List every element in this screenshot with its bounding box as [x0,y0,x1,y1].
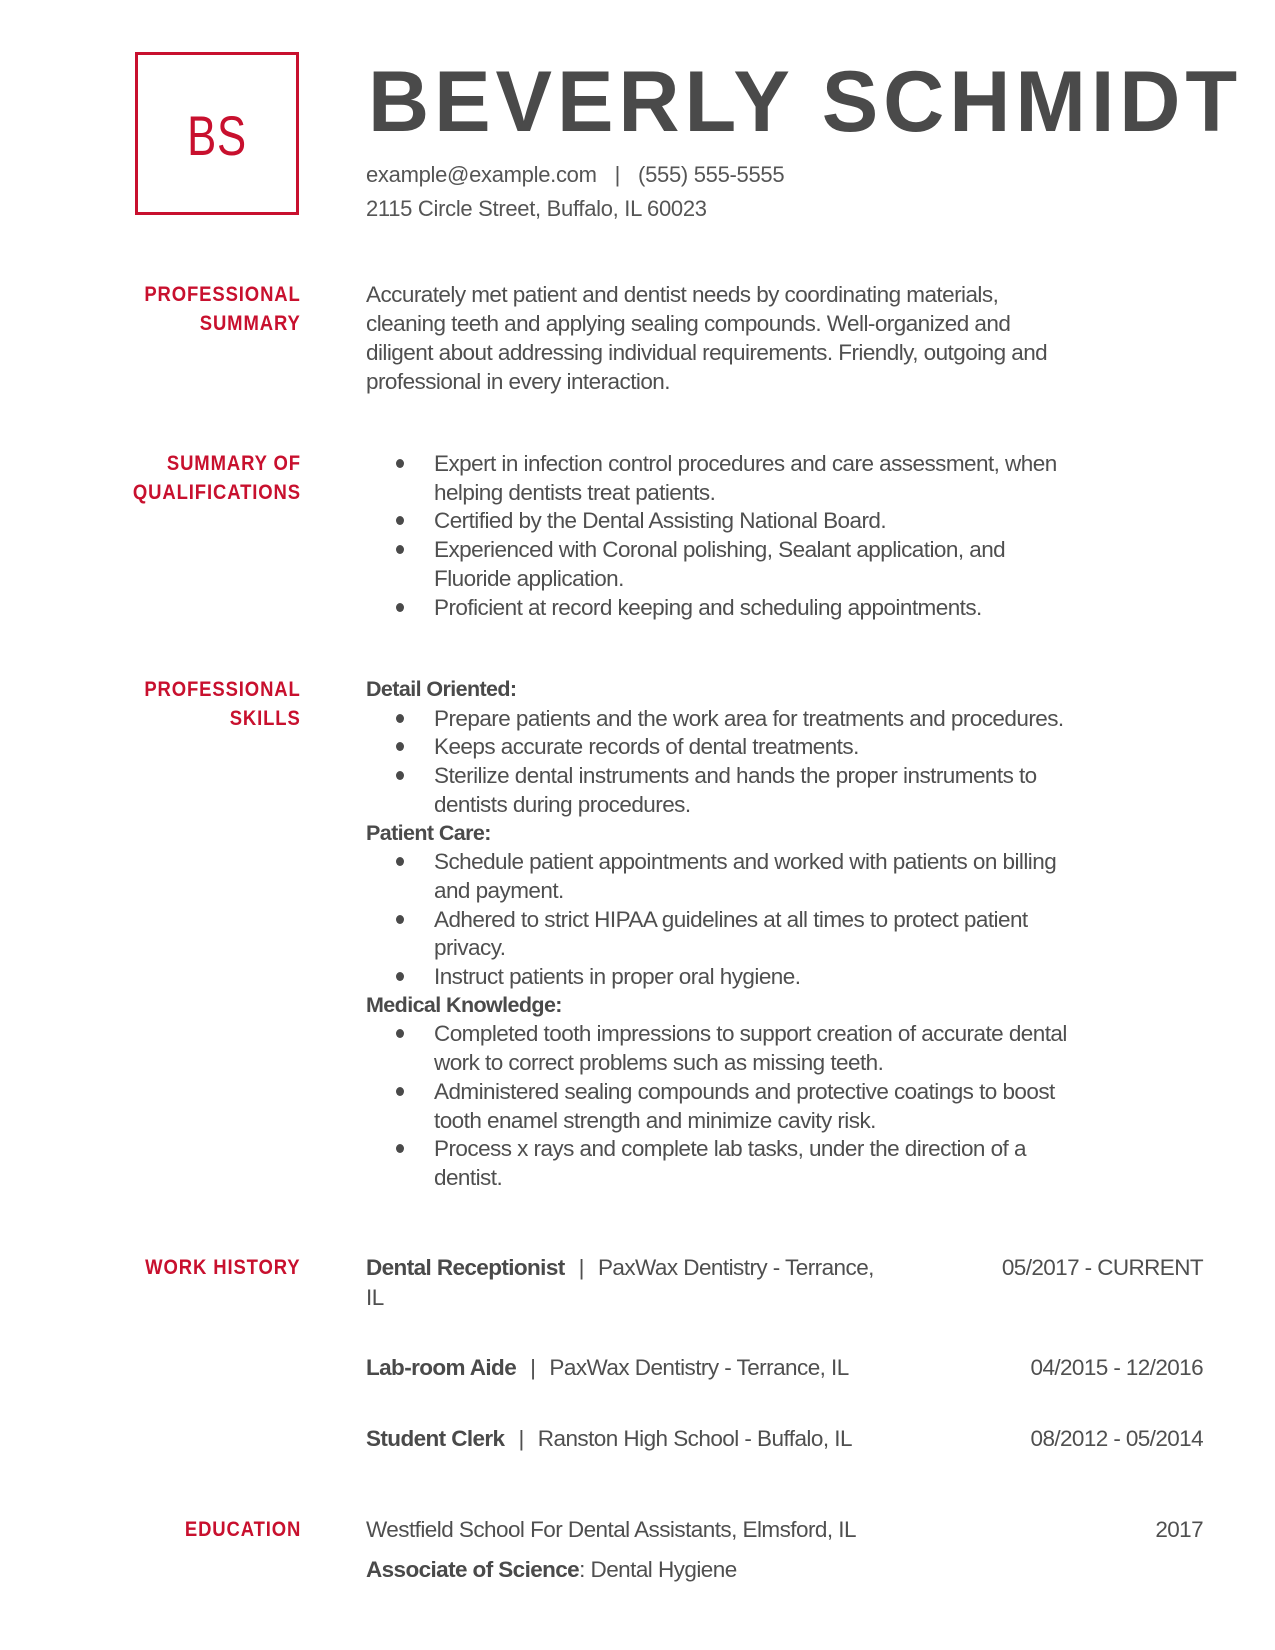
bullet-icon [396,742,404,751]
section-heading-work-history [124,1253,301,1282]
education-school: Westfield School For Dental Assistants, Elmsford, IL [366,1517,856,1542]
summary-line: cleaning teeth and applying sealing compounds. Well-organized and [366,311,1011,336]
job-employer: PaxWax Dentistry - Terrance, IL [549,1355,849,1380]
education-degree: Associate of Science [366,1557,580,1582]
list-item-line: Administered sealing compounds and protective coatings to boost [434,1078,1055,1104]
list-item-line: Certified by the Dental Assisting National Board. [434,508,887,534]
education-degree-line [366,1555,737,1584]
list-item-line: Prepare patients and the work area for treatments and procedures. [434,705,1064,731]
job-title: Dental Receptionist [366,1255,565,1280]
heading-line: PROFESSIONAL [144,678,301,701]
list-item-line: helping dentists treat patients. [434,479,716,505]
summary-line: professional in every interaction. [366,369,670,394]
list-item-line: Proficient at record keeping and scheduling appointments. [434,594,982,620]
job-title: Lab-room Aide [366,1355,517,1380]
education-year: 2017 [1155,1517,1203,1542]
list-item-line: Instruct patients in proper oral hygiene. [434,964,801,989]
bullet-icon [396,714,404,723]
list-item-line: dentists during procedures. [434,791,691,817]
job-dates: 04/2015 - 12/2016 [1030,1355,1203,1380]
skill-group-title: Medical Knowledge: [366,992,562,1017]
job-line [366,1424,852,1453]
list-item-line: Process x rays and complete lab tasks, under the direction of a [434,1136,1026,1162]
list-item-line: Keeps accurate records of dental treatments. [434,734,859,760]
skill-group-title: Detail Oriented: [366,677,517,701]
summary-line: diligent about addressing individual requirements. Friendly, outgoing and [366,340,1048,365]
job-dates: 08/2012 - 05/2014 [1030,1426,1203,1451]
bullet-icon [396,516,404,525]
list-item-line: Experienced with Coronal polishing, Sealant application, and [434,537,1006,563]
separator: | [530,1355,536,1380]
email: example@example.com [366,162,597,187]
bullet-icon [396,1144,404,1153]
job-line [366,1253,874,1282]
bullet-icon [396,972,404,981]
list-item-line: Expert in infection control procedures and care assessment, when [434,451,1057,476]
bullet-icon [396,603,404,612]
bullet-icon [396,857,404,866]
candidate-name: BEVERLY SCHMIDT [368,54,1243,150]
heading-line: QUALIFICATIONS [132,481,301,504]
list-item-line: Schedule patient appointments and worked with patients on billing [434,849,1057,875]
heading-line: SKILLS [230,707,301,730]
section-heading-professional-summary [123,280,301,338]
job-employer: Ranston High School - Buffalo, IL [537,1426,852,1451]
address: 2115 Circle Street, Buffalo, IL 60023 [366,196,707,221]
monogram-box [135,52,299,215]
bullet-icon [396,545,404,554]
list-item-line: and payment. [434,877,564,903]
bullet-icon [396,459,404,468]
phone: (555) 555-5555 [638,162,785,187]
bullet-icon [396,1087,404,1096]
education-field: Dental Hygiene [590,1557,737,1582]
bullet-icon [396,915,404,924]
job-line [366,1353,849,1382]
heading-line: WORK HISTORY [145,1256,301,1279]
separator: | [578,1255,584,1280]
list-item-line: Sterilize dental instruments and hands the proper instruments to [434,763,1037,789]
list-item-line: tooth enamel strength and minimize cavity risk. [434,1107,876,1133]
job-dates: 05/2017 - CURRENT [1001,1255,1203,1280]
list-item-line: Fluoride application. [434,565,624,591]
list-item-line: work to correct problems such as missing teeth. [434,1050,884,1076]
section-heading-professional-skills [123,675,301,733]
section-heading-education [169,1515,301,1544]
heading-line: SUMMARY [200,312,301,335]
separator: | [518,1426,524,1451]
heading-line: PROFESSIONAL [144,283,301,306]
contact-line [366,160,784,190]
list-item-line: privacy. [434,935,506,961]
job-title: Student Clerk [366,1426,505,1451]
bullet-icon [396,771,404,780]
heading-line: SUMMARY OF [166,452,301,475]
list-item-line: dentist. [434,1164,503,1190]
separator: | [614,162,621,187]
section-heading-qualifications [110,449,301,507]
degree-separator: : [579,1557,585,1582]
list-item-line: Adhered to strict HIPAA guidelines at all times to protect patient [434,906,1028,932]
summary-line: Accurately met patient and dentist needs by coordinating materials, [366,282,999,307]
heading-line: EDUCATION [184,1518,301,1541]
bullet-icon [396,1029,404,1038]
list-item-line: Completed tooth impressions to support creation of accurate dental [434,1021,1067,1047]
job-employer: PaxWax Dentistry - Terrance, [597,1255,874,1280]
monogram-initials: BS [187,104,247,167]
job-employer-cont: IL [366,1285,384,1310]
skill-group-title: Patient Care: [366,820,491,845]
